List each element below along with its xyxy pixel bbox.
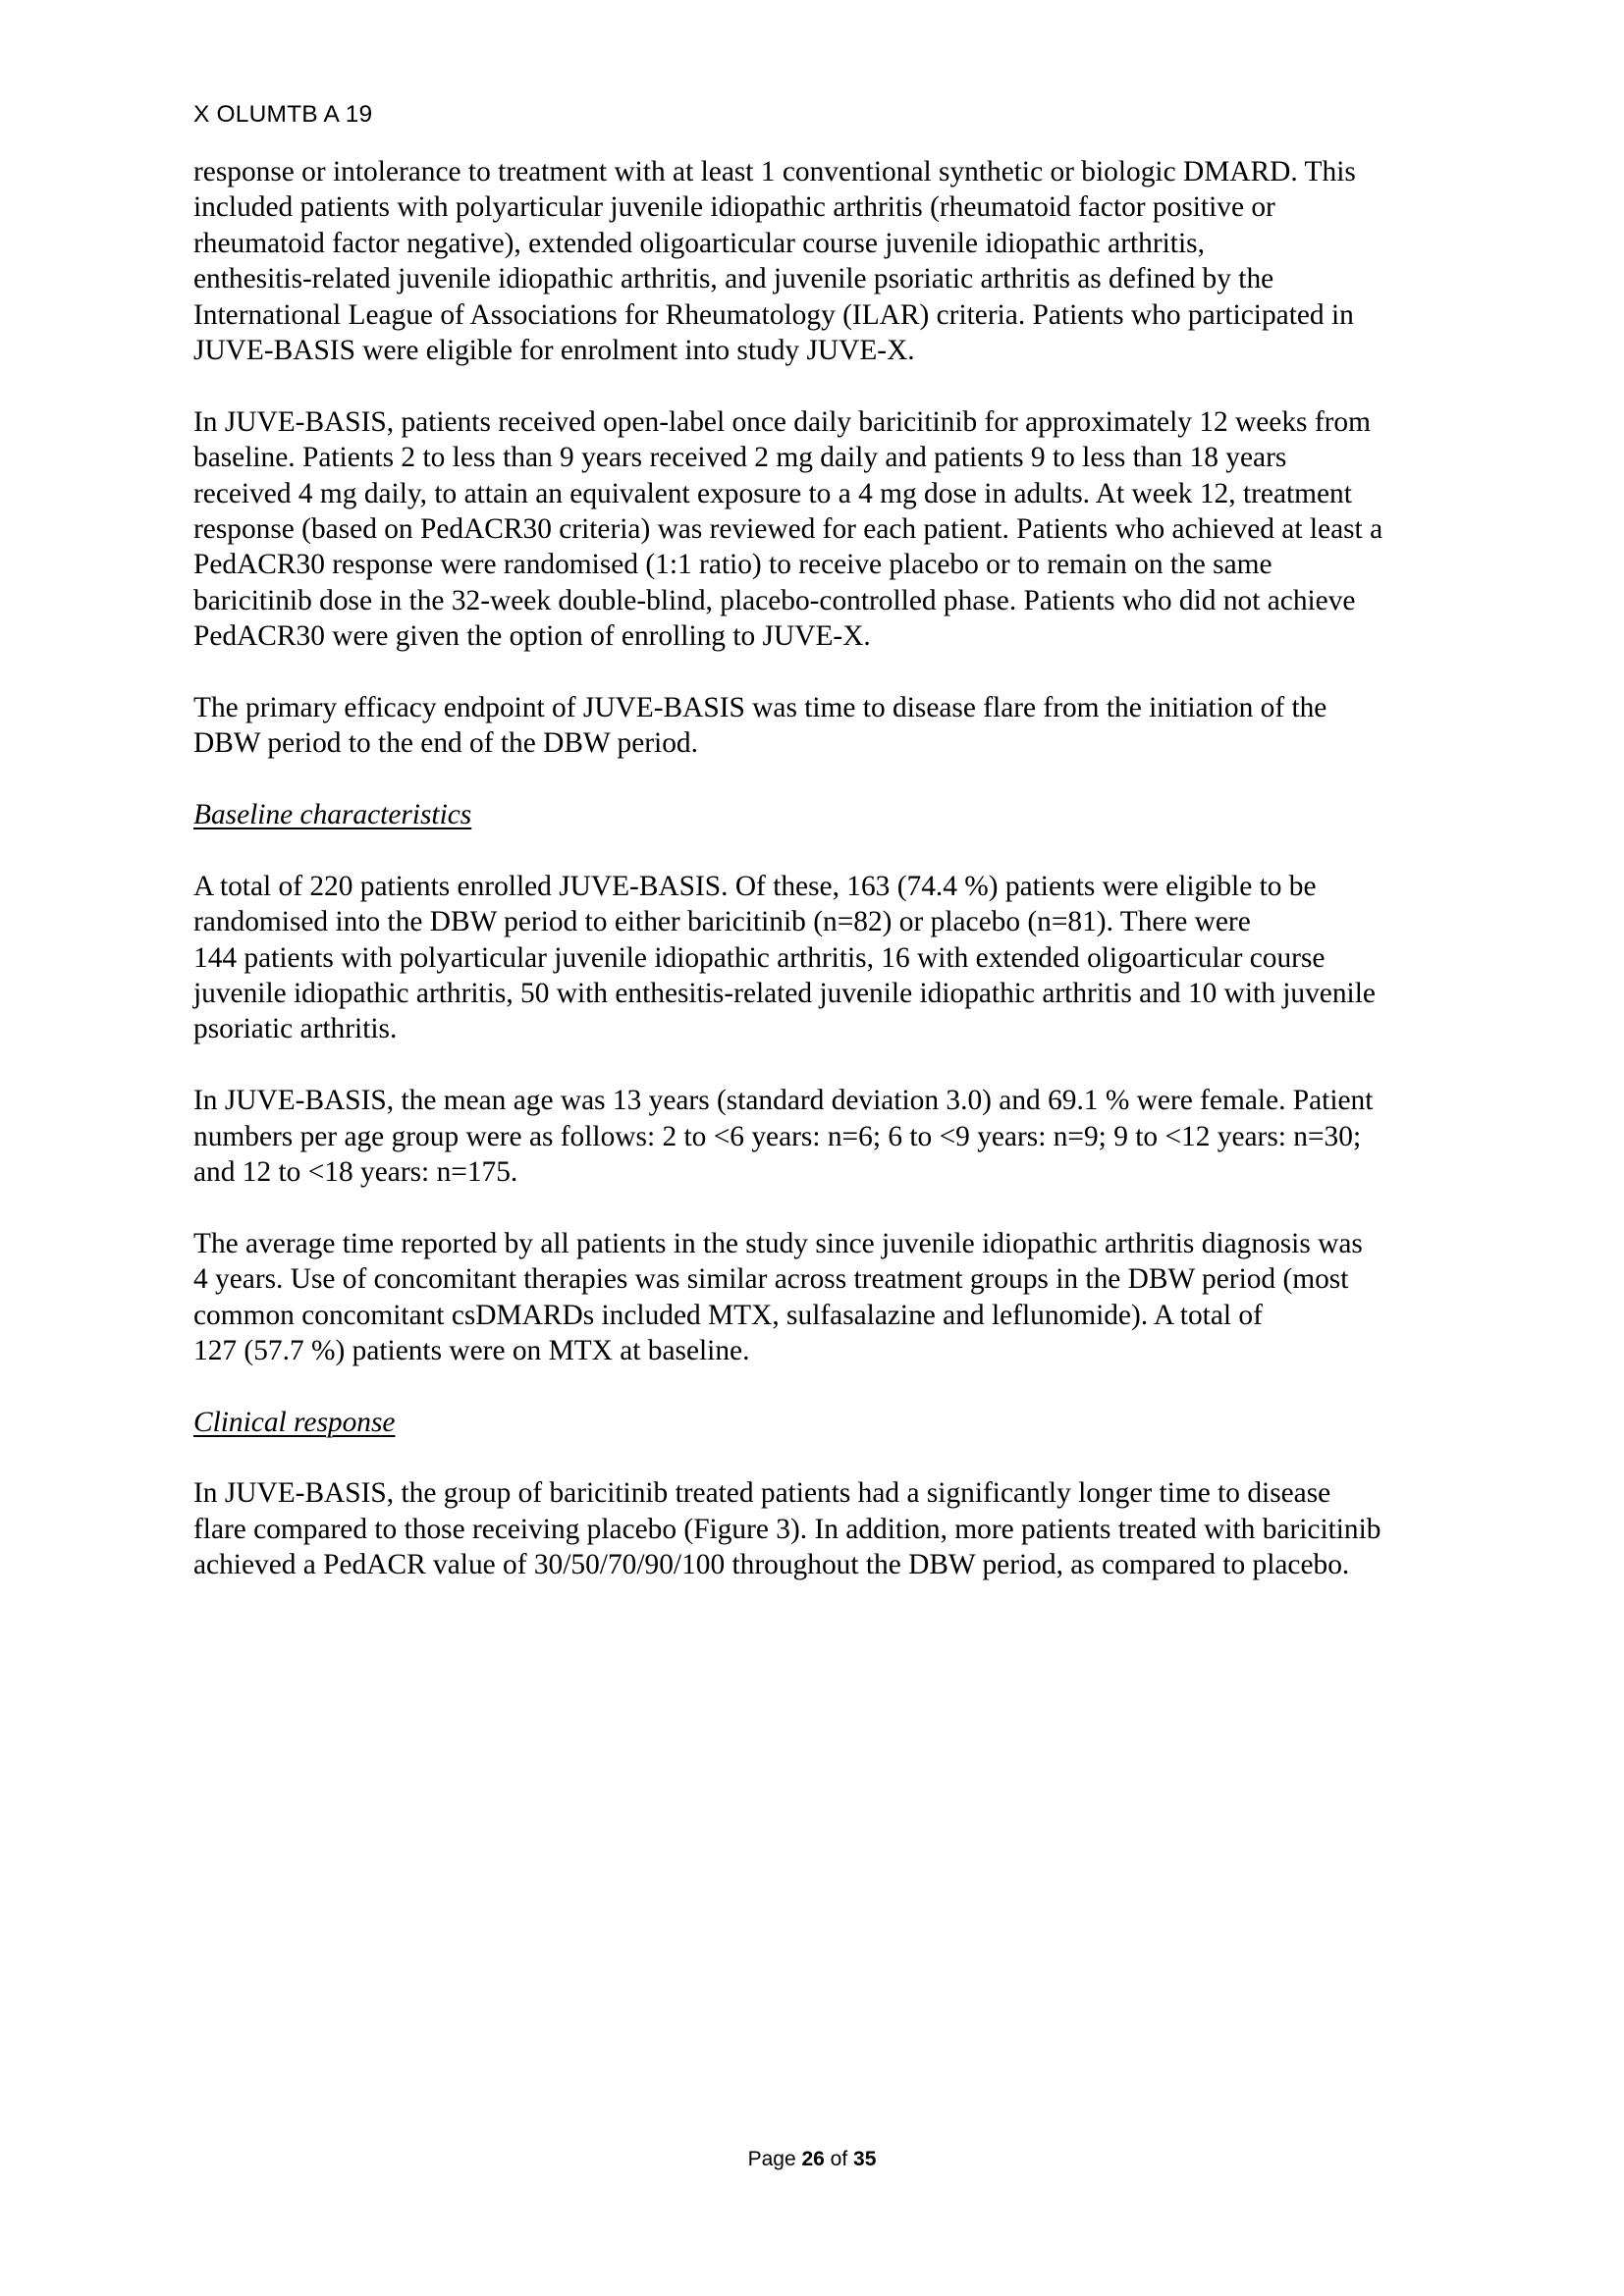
text-line: flare compared to those receiving placebo (Figure 3). In addition, more patients treated with baricitinib — [193, 1513, 1381, 1545]
document-header: X OLUMTB A 19 — [193, 101, 373, 128]
text-line: A total of 220 patients enrolled JUVE-BASIS. Of these, 163 (74.4 %) patients were eligible to be — [193, 870, 1317, 902]
text-line: PedACR30 were given the option of enrolling to JUVE-X. — [193, 620, 871, 653]
text-line: In JUVE-BASIS, patients received open-label once daily baricitinib for approximately 12 weeks from — [193, 405, 1371, 438]
document-body — [193, 154, 1460, 1619]
text-line: juvenile idiopathic arthritis, 50 with enthesitis-related juvenile idiopathic arthritis and 10 with juvenile — [193, 977, 1376, 1009]
text-line: PedACR30 response were randomised (1:1 ratio) to receive placebo or to remain on the same — [193, 549, 1272, 581]
text-line: DBW period to the end of the DBW period. — [193, 727, 698, 760]
text-line: response or intolerance to treatment with at least 1 conventional synthetic or biologic DMARD. This — [193, 156, 1356, 187]
section-heading-baseline-characteristics: Baseline characteristics — [193, 799, 472, 831]
text-line: response (based on PedACR30 criteria) was reviewed for each patient. Patients who achieved at least a — [193, 512, 1383, 545]
page-number-current: 26 — [801, 2148, 825, 2170]
text-line: In JUVE-BASIS, the group of baricitinib treated patients had a significantly longer time to disease — [193, 1477, 1331, 1510]
text-line: 144 patients with polyarticular juvenile idiopathic arthritis, 16 with extended oligoarticular course — [193, 941, 1326, 974]
page-footer — [0, 2147, 1624, 2172]
text-line: International League of Associations for Rheumatology (ILAR) criteria. Patients who participated in — [193, 298, 1354, 331]
text-line: baseline. Patients 2 to less than 9 years received 2 mg daily and patients 9 to less than 18 years — [193, 442, 1287, 474]
text-line: 127 (57.7 %) patients were on MTX at baseline. — [193, 1334, 750, 1366]
paragraph-demographics — [193, 1083, 1460, 1190]
page-number-total: 35 — [853, 2148, 877, 2170]
page-number-prefix: Page — [747, 2148, 802, 2170]
paragraph-concomitant-therapies — [193, 1226, 1460, 1369]
text-line: numbers per age group were as follows: 2 to <6 years: n=6; 6 to <9 years: n=9; 9 to <12 years: n=30; — [193, 1120, 1362, 1152]
text-line: enthesitis-related juvenile idiopathic arthritis, and juvenile psoriatic arthritis as defined by the — [193, 263, 1274, 295]
text-line: and 12 to <18 years: n=175. — [193, 1155, 518, 1188]
text-line: psoriatic arthritis. — [193, 1013, 398, 1045]
text-line: received 4 mg daily, to attain an equivalent exposure to a 4 mg dose in adults. At week 12, treatment — [193, 477, 1352, 509]
text-line: randomised into the DBW period to either baricitinib (n=82) or placebo (n=81). There were — [193, 906, 1251, 938]
page-number-separator: of — [824, 2148, 854, 2170]
text-line: achieved a PedACR value of 30/50/70/90/100 throughout the DBW period, as compared to placebo. — [193, 1549, 1350, 1581]
paragraph-study-population — [193, 154, 1460, 368]
paragraph-enrolment — [193, 869, 1460, 1047]
paragraph-primary-endpoint — [193, 690, 1460, 762]
text-line: The average time reported by all patients in the study since juvenile idiopathic arthritis diagnosis was — [193, 1227, 1363, 1259]
text-line: The primary efficacy endpoint of JUVE-BASIS was time to disease flare from the initiation of the — [193, 691, 1327, 723]
text-line: 4 years. Use of concomitant therapies was similar across treatment groups in the DBW period (most — [193, 1263, 1349, 1296]
section-heading-clinical-response: Clinical response — [193, 1406, 396, 1438]
text-line: rheumatoid factor negative), extended oligoarticular course juvenile idiopathic arthritis, — [193, 227, 1205, 259]
text-line: included patients with polyarticular juvenile idiopathic arthritis (rheumatoid factor positive or — [193, 191, 1275, 224]
paragraph-clinical-response — [193, 1475, 1460, 1582]
text-line: JUVE-BASIS were eligible for enrolment into study JUVE-X. — [193, 334, 915, 366]
text-line: baricitinib dose in the 32-week double-blind, placebo-controlled phase. Patients who did not achieve — [193, 584, 1356, 616]
text-line: In JUVE-BASIS, the mean age was 13 years (standard deviation 3.0) and 69.1 % were female. Patient — [193, 1085, 1374, 1117]
text-line: common concomitant csDMARDs included MTX, sulfasalazine and leflunomide). A total of — [193, 1299, 1263, 1331]
paragraph-study-design — [193, 404, 1460, 655]
